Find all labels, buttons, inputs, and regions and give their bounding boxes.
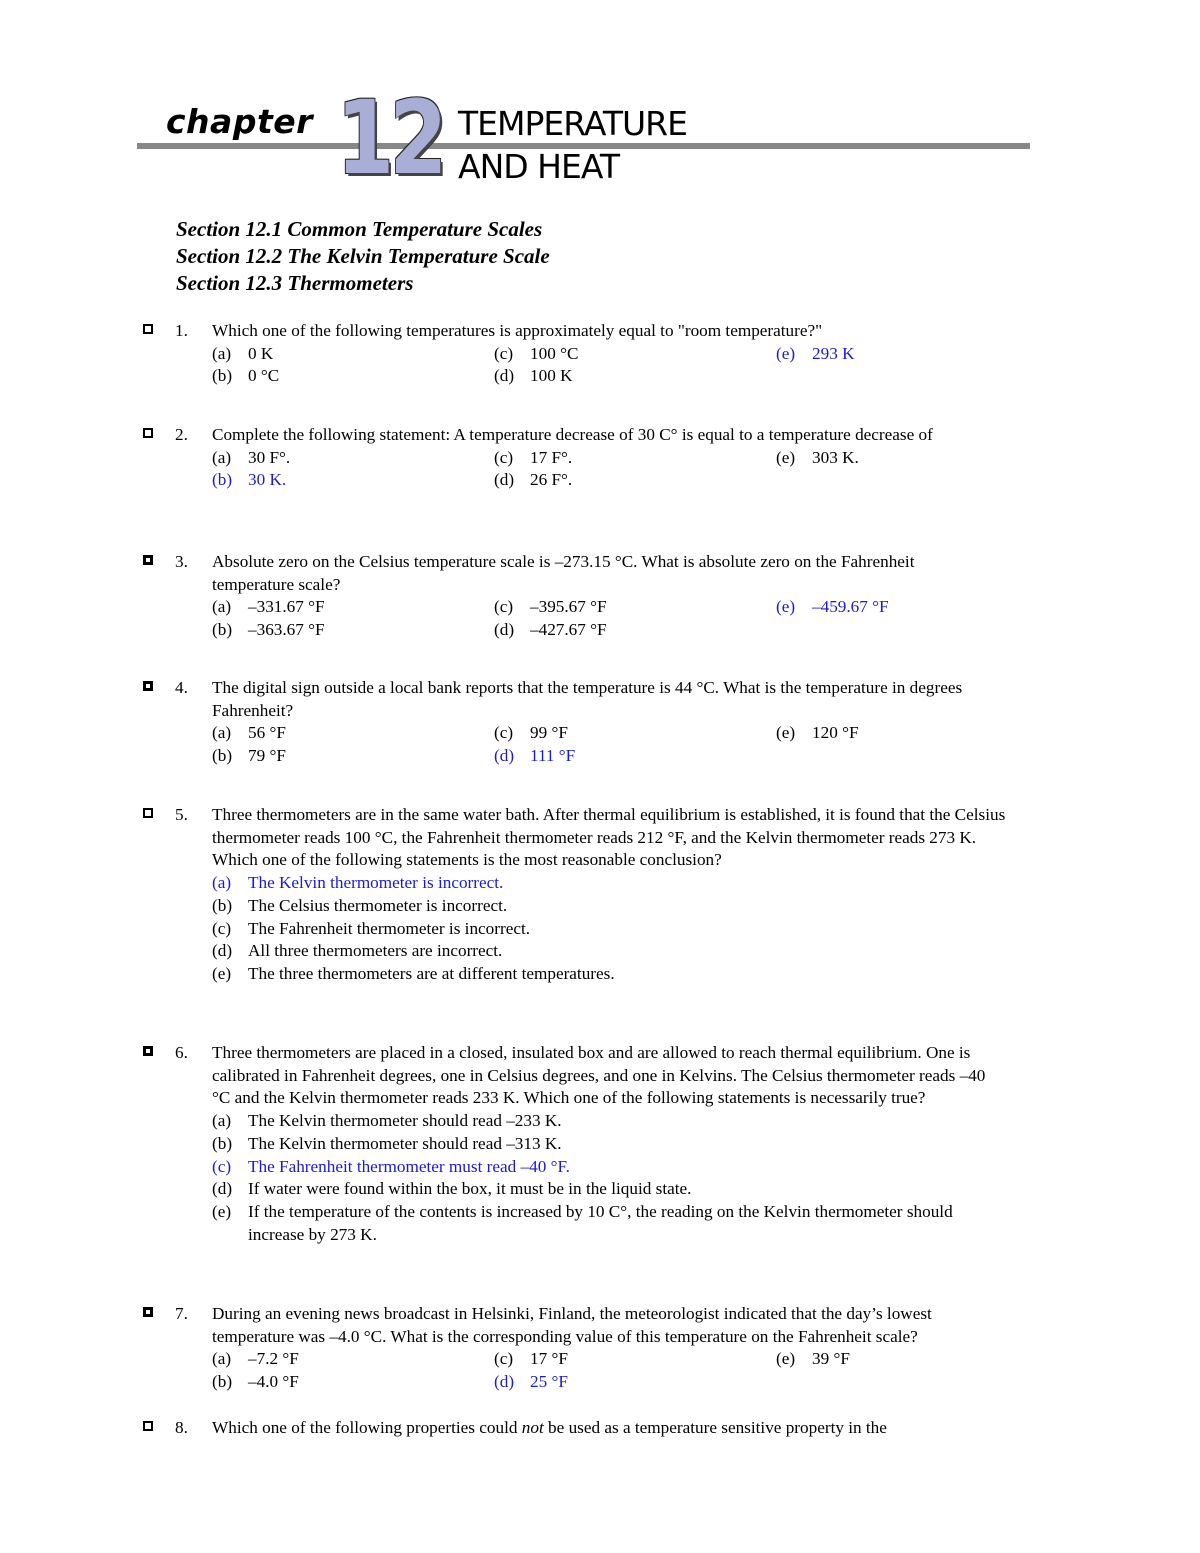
question-checkbox[interactable] — [143, 428, 153, 438]
option-e-correct: (e) 293 K — [776, 343, 855, 363]
option-b: (b) –363.67 °F — [212, 620, 325, 640]
option-c: (c) 17 F°. — [494, 447, 573, 467]
option-row — [212, 722, 1020, 745]
option-d-correct: (d) 25 °F — [494, 1372, 568, 1392]
question-number: 1. — [175, 321, 188, 340]
question-text: The digital sign outside a local bank reports that the temperature is 44 °C. What is the temperature in degrees Fahrenheit? — [212, 678, 963, 720]
question-text: Which one of the following properties could not be used as a temperature sensitive property in the — [212, 1418, 887, 1437]
chapter-label: chapter — [166, 102, 313, 141]
option-e: (e) The three thermometers are at different temperatures. — [212, 963, 615, 983]
question-text: Which one of the following temperatures is approximately equal to "room temperature?" — [212, 321, 823, 340]
option-row — [212, 1348, 1020, 1371]
question-number: 4. — [175, 678, 188, 697]
option-row — [212, 745, 1020, 768]
option-row — [212, 596, 1020, 619]
option-e-correct: (e) –459.67 °F — [776, 597, 889, 617]
option-e: (e) 303 K. — [776, 447, 859, 467]
chapter-title-line2: AND HEAT — [458, 147, 619, 186]
option-d-correct: (d) 111 °F — [494, 746, 576, 766]
section-list — [176, 216, 550, 297]
option-c: (c) 17 °F — [494, 1349, 568, 1369]
option-b: (b) 0 °C — [212, 366, 280, 386]
option-d: (d) 100 K — [494, 366, 573, 386]
question-checkbox[interactable] — [143, 1046, 153, 1056]
option-a: (a) –7.2 °F — [212, 1349, 299, 1369]
option-row — [212, 1371, 1020, 1394]
option-row — [212, 447, 1020, 470]
option-row — [212, 619, 1020, 642]
option-e: (e) 120 °F — [776, 723, 859, 743]
option-e: (e) If the temperature of the contents is increased by 10 C°, the reading on the Kelvin thermometer should increase by 273 K. — [212, 1201, 953, 1244]
question-checkbox[interactable] — [143, 555, 153, 565]
option-row — [212, 343, 1020, 366]
question-checkbox[interactable] — [143, 324, 153, 334]
question-text: Complete the following statement: A temperature decrease of 30 C° is equal to a temperature decrease of — [212, 425, 933, 444]
option-c: (c) –395.67 °F — [494, 597, 607, 617]
option-c: (c) 99 °F — [494, 723, 568, 743]
option-c-correct: (c) The Fahrenheit thermometer must read –40 °F. — [212, 1156, 570, 1176]
option-b: (b) The Celsius thermometer is incorrect. — [212, 895, 508, 915]
option-a: (a) 56 °F — [212, 723, 286, 743]
question-number: 6. — [175, 1043, 188, 1062]
question-number: 8. — [175, 1418, 188, 1437]
section-heading: Section 12.3 Thermometers — [176, 271, 414, 295]
option-d: (d) –427.67 °F — [494, 620, 607, 640]
option-c: (c) The Fahrenheit thermometer is incorrect. — [212, 918, 531, 938]
section-heading: Section 12.2 The Kelvin Temperature Scale — [176, 244, 550, 268]
question-number: 2. — [175, 425, 188, 444]
option-a: (a) –331.67 °F — [212, 597, 325, 617]
option-a-correct: (a) The Kelvin thermometer is incorrect. — [212, 873, 504, 893]
question-number: 3. — [175, 552, 188, 571]
option-row — [212, 469, 1020, 492]
option-list — [212, 1110, 1020, 1246]
question-5 — [140, 804, 1020, 986]
option-b-correct: (b) 30 K. — [212, 470, 287, 490]
option-c: (c) 100 °C — [494, 343, 579, 363]
option-b: (b) 79 °F — [212, 746, 286, 766]
option-row — [212, 365, 1020, 388]
question-number: 5. — [175, 805, 188, 824]
option-a: (a) 0 K — [212, 343, 274, 363]
emphasis-not: not — [521, 1418, 544, 1437]
question-text: Three thermometers are placed in a closed, insulated box and are allowed to reach thermal equilibrium. One is calibrated in Fahrenheit degrees, one in Celsius degrees, and one in Kelvins. The Celsius thermometer reads –40 °C and the Kelvin thermometer reads 233 K. Which one of the following statements is necessarily true? — [212, 1043, 986, 1108]
question-2 — [140, 424, 1020, 492]
section-heading: Section 12.1 Common Temperature Scales — [176, 217, 543, 241]
chapter-number: 12 — [336, 79, 443, 198]
option-a: (a) 30 F°. — [212, 447, 291, 467]
option-b: (b) –4.0 °F — [212, 1372, 299, 1392]
chapter-title-line1: TEMPERATURE — [458, 104, 687, 143]
question-checkbox[interactable] — [143, 808, 153, 818]
question-text: Three thermometers are in the same water bath. After thermal equilibrium is established, it is found that the Celsius thermometer reads 100 °C, the Fahrenheit thermometer reads 212 °F, and the Kelvin thermometer reads 273 K. Which one of the following statements is the most reasonable conclusion? — [212, 805, 1006, 870]
option-a: (a) The Kelvin thermometer should read –233 K. — [212, 1111, 562, 1131]
question-8 — [140, 1417, 1020, 1440]
question-text: During an evening news broadcast in Helsinki, Finland, the meteorologist indicated that the day’s lowest temperature was –4.0 °C. What is the corresponding value of this temperature on the Fahrenheit scale? — [212, 1304, 932, 1346]
question-number: 7. — [175, 1304, 188, 1323]
question-1 — [140, 320, 1020, 388]
question-6 — [140, 1042, 1020, 1246]
question-4 — [140, 677, 1020, 768]
option-d: (d) If water were found within the box, it must be in the liquid state. — [212, 1179, 692, 1199]
question-7 — [140, 1303, 1020, 1394]
option-list — [212, 872, 1020, 986]
question-checkbox[interactable] — [143, 1307, 153, 1317]
question-checkbox[interactable] — [143, 1421, 153, 1431]
chapter-title — [458, 102, 687, 188]
option-b: (b) The Kelvin thermometer should read –313 K. — [212, 1133, 562, 1153]
question-text: Absolute zero on the Celsius temperature scale is –273.15 °C. What is absolute zero on the Fahrenheit temperature scale? — [212, 552, 915, 594]
option-e: (e) 39 °F — [776, 1349, 850, 1369]
question-3 — [140, 551, 1020, 642]
option-d: (d) All three thermometers are incorrect. — [212, 941, 503, 961]
question-checkbox[interactable] — [143, 681, 153, 691]
option-d: (d) 26 F°. — [494, 470, 573, 490]
